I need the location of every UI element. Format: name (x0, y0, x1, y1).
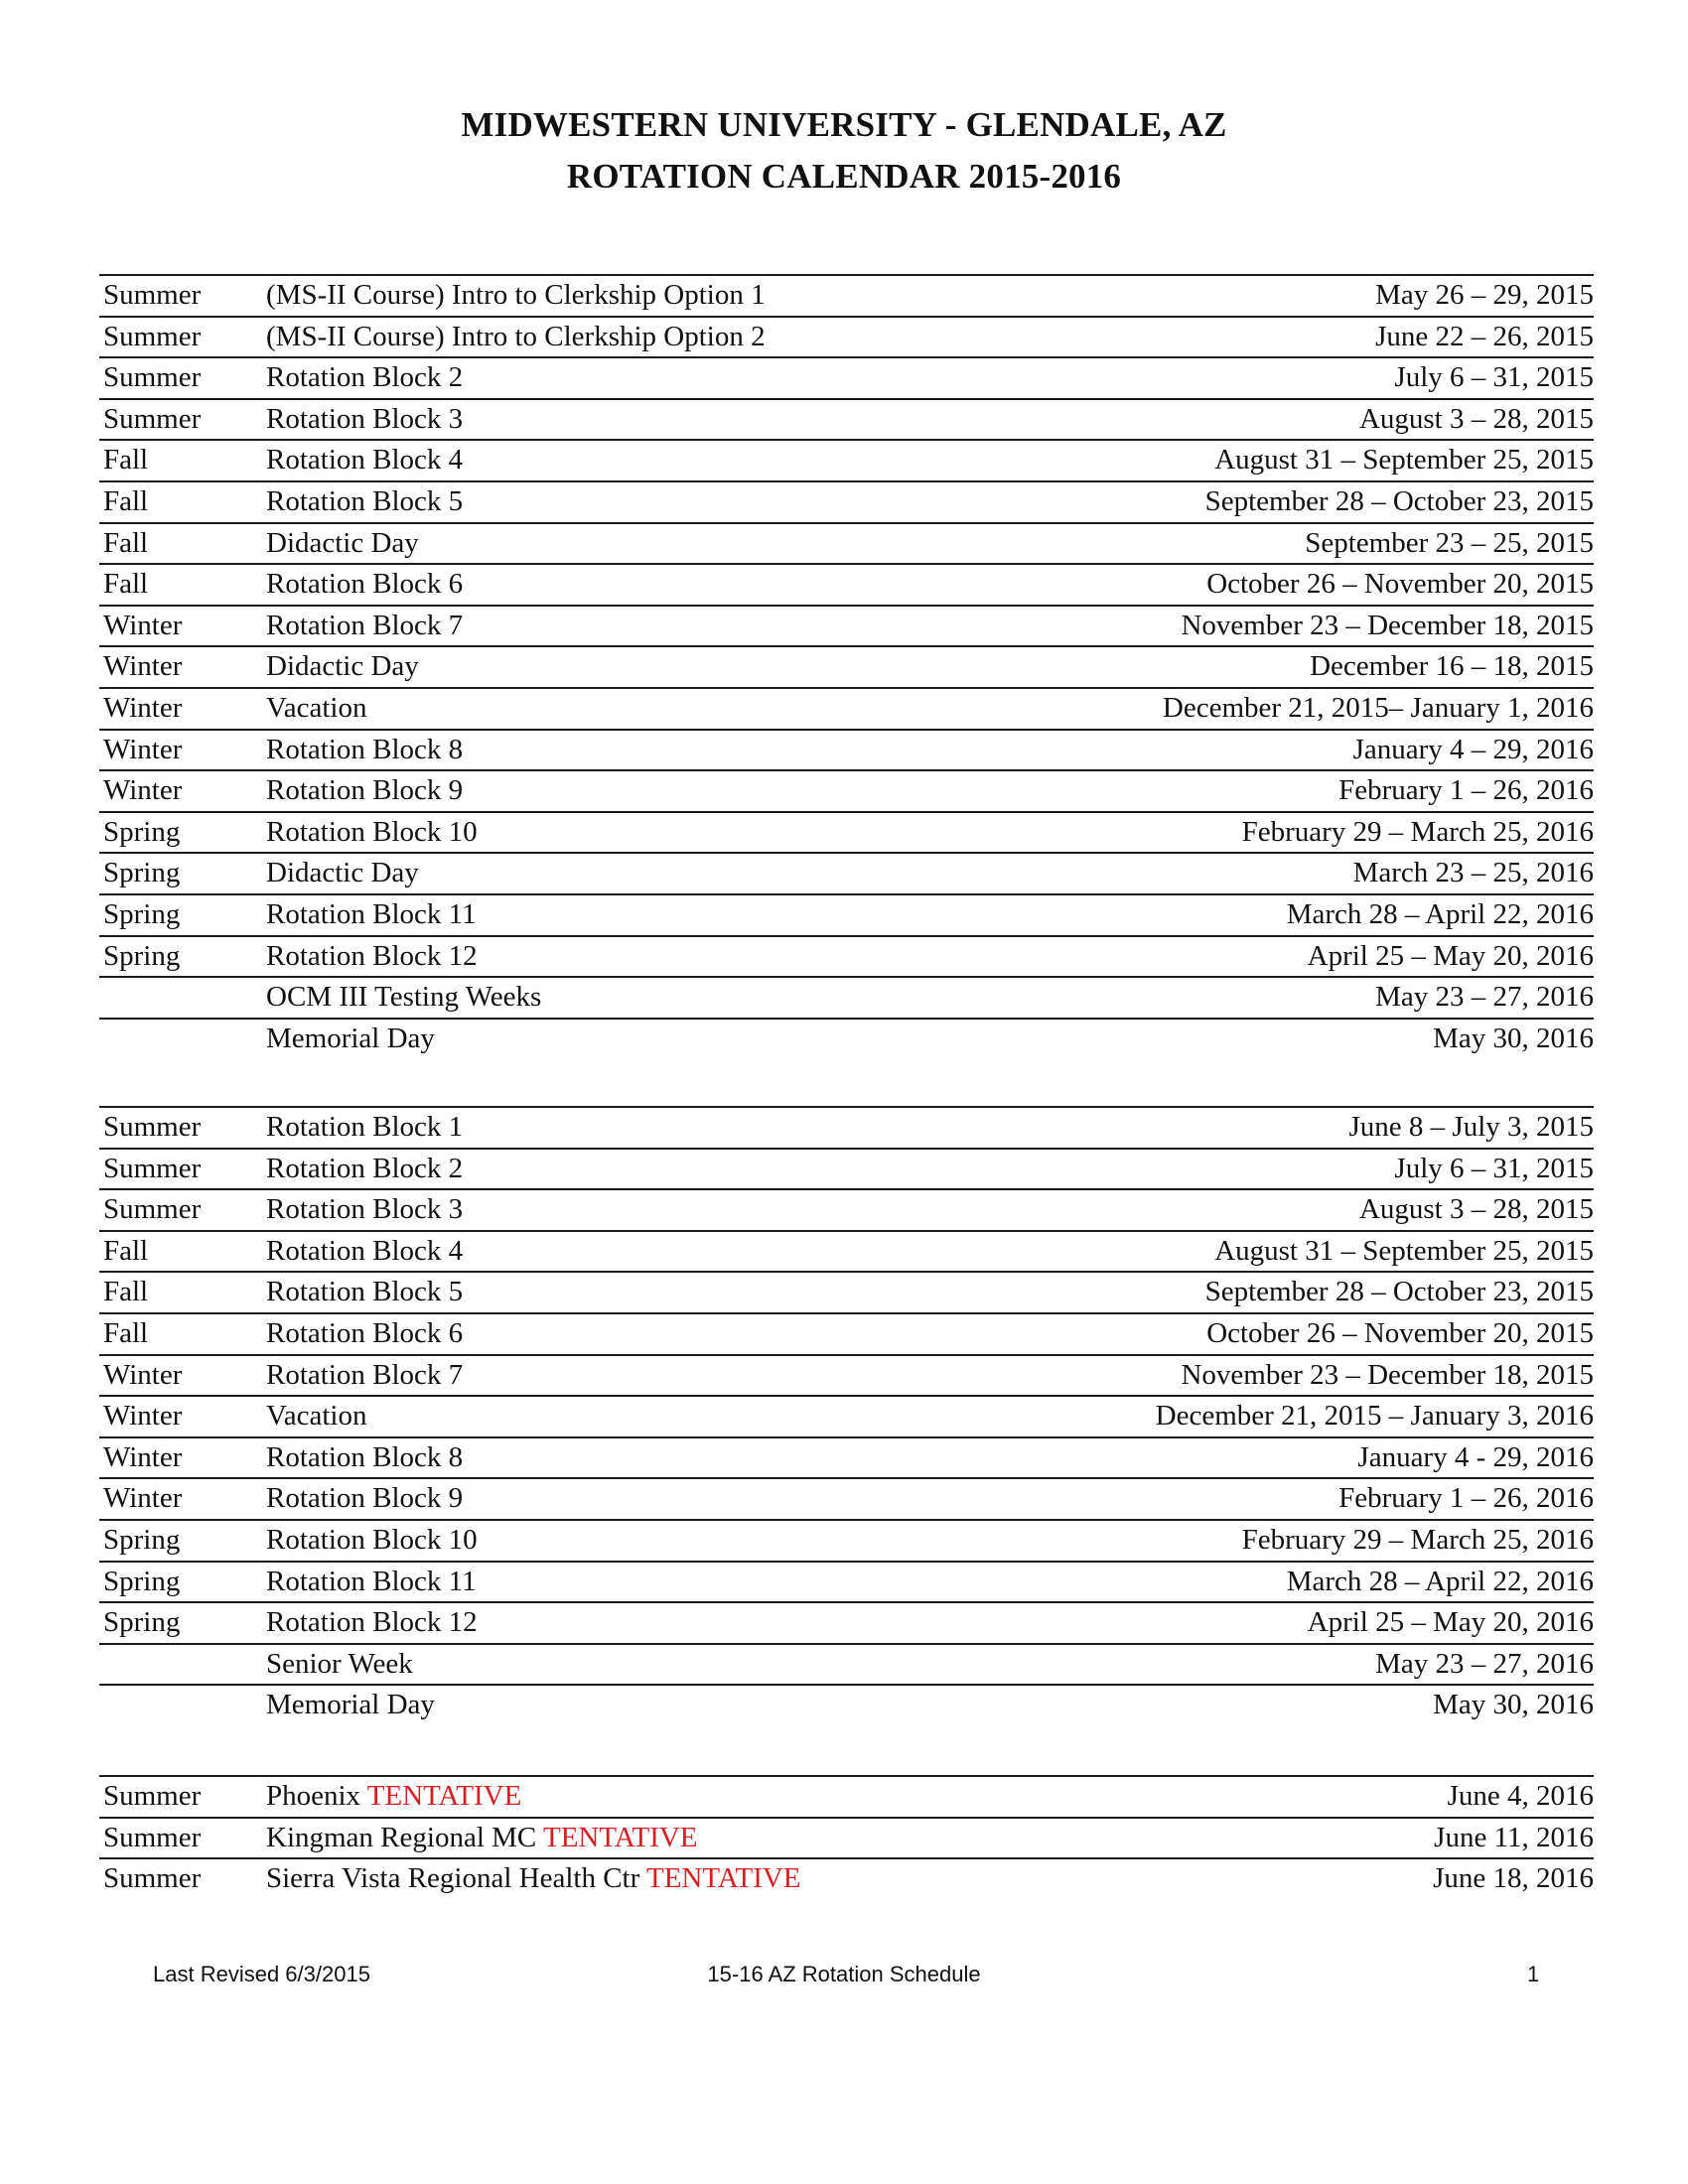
season-cell: Winter (103, 1400, 183, 1433)
season-cell: Spring (103, 1606, 181, 1639)
date-cell: August 3 – 28, 2015 (1358, 1193, 1594, 1226)
table-row (99, 356, 1594, 398)
table-row (99, 1188, 1594, 1230)
season-cell: Fall (103, 444, 149, 477)
event-cell (266, 524, 419, 562)
date-cell: September 23 – 25, 2015 (1305, 526, 1594, 559)
table-row (99, 1271, 1594, 1312)
event-label: Rotation Block 3 (266, 1193, 464, 1226)
season-cell: Summer (103, 1152, 202, 1184)
event-cell (266, 441, 463, 478)
event-cell (266, 565, 463, 603)
event-cell (266, 1150, 463, 1187)
event-cell (266, 400, 463, 438)
tentative-flag: TENTATIVE (366, 1780, 522, 1812)
event-cell (266, 813, 478, 851)
event-label: Rotation Block 6 (266, 568, 464, 601)
tentative-flag: TENTATIVE (645, 1862, 801, 1895)
date-cell: May 23 – 27, 2016 (1375, 1647, 1594, 1680)
event-cell (266, 731, 463, 768)
table-row (99, 439, 1594, 480)
event-label: Rotation Block 11 (266, 1565, 477, 1597)
event-cell (266, 937, 478, 975)
date-cell: March 28 – April 22, 2016 (1286, 1565, 1594, 1597)
season-cell: Fall (103, 526, 149, 559)
table-row (99, 563, 1594, 605)
table-row (99, 1775, 1594, 1817)
date-cell: June 4, 2016 (1447, 1780, 1594, 1812)
date-cell: April 25 – May 20, 2016 (1307, 939, 1594, 972)
event-cell (266, 854, 419, 891)
event-label: Rotation Block 2 (266, 1152, 464, 1184)
event-label: Didactic Day (266, 526, 419, 559)
event-cell (266, 1356, 463, 1394)
table-row (99, 605, 1594, 646)
table-row (99, 1561, 1594, 1602)
season-cell: Spring (103, 815, 181, 848)
table-row (99, 811, 1594, 853)
date-cell: May 30, 2016 (1433, 1022, 1594, 1054)
date-cell: March 28 – April 22, 2016 (1286, 897, 1594, 930)
table-row (99, 976, 1594, 1018)
season-cell: Winter (103, 650, 183, 683)
event-label: (MS-II Course) Intro to Clerkship Option 2 (266, 320, 766, 352)
event-cell (266, 1397, 366, 1434)
rotation-table-2 (99, 1106, 1594, 1725)
table-row (99, 398, 1594, 440)
event-label: Didactic Day (266, 650, 419, 683)
table-row (99, 1817, 1594, 1858)
event-cell (266, 1108, 463, 1146)
page-title-line-2: ROTATION CALENDAR 2015-2016 (566, 157, 1122, 196)
date-cell: November 23 – December 18, 2015 (1181, 1358, 1594, 1391)
rotation-table-tentative (99, 1775, 1594, 1899)
season-cell: Winter (103, 609, 183, 641)
season-cell: Winter (103, 691, 183, 724)
date-cell: May 30, 2016 (1433, 1689, 1594, 1721)
date-cell: April 25 – May 20, 2016 (1307, 1606, 1594, 1639)
date-cell: August 3 – 28, 2015 (1358, 402, 1594, 435)
event-label: Rotation Block 11 (266, 897, 477, 930)
table-row (99, 1395, 1594, 1436)
date-cell: January 4 – 29, 2016 (1352, 733, 1594, 765)
season-cell: Summer (103, 1821, 202, 1853)
event-cell (266, 1438, 463, 1476)
event-label: Vacation (266, 1400, 367, 1433)
date-cell: October 26 – November 20, 2015 (1206, 1316, 1594, 1349)
table-row (99, 274, 1594, 316)
date-cell: December 16 – 18, 2015 (1310, 650, 1594, 683)
table-row (99, 1312, 1594, 1354)
event-label: Rotation Block 12 (266, 939, 478, 972)
footer-document-title: 15-16 AZ Rotation Schedule (707, 1962, 981, 1986)
date-cell: February 1 – 26, 2016 (1338, 1482, 1594, 1515)
table-row (99, 893, 1594, 935)
event-label: Phoenix (266, 1780, 361, 1812)
table-row (99, 1601, 1594, 1643)
season-cell: Winter (103, 1482, 183, 1515)
date-cell: December 21, 2015– January 1, 2016 (1162, 691, 1594, 724)
table-row (99, 316, 1594, 357)
season-cell: Summer (103, 1193, 202, 1226)
event-cell (266, 318, 766, 355)
event-cell (266, 1777, 521, 1815)
table-row (99, 1230, 1594, 1272)
event-label: Rotation Block 10 (266, 815, 478, 848)
event-cell (266, 1020, 435, 1057)
date-cell: June 11, 2016 (1434, 1821, 1594, 1853)
date-cell: August 31 – September 25, 2015 (1214, 1234, 1594, 1267)
table-row (99, 1684, 1594, 1725)
event-cell (266, 1232, 463, 1270)
season-cell: Fall (103, 1234, 149, 1267)
event-label: Rotation Block 9 (266, 1482, 464, 1515)
table-row (99, 1354, 1594, 1396)
event-cell (266, 1314, 463, 1352)
season-cell: Winter (103, 733, 183, 765)
table-row (99, 480, 1594, 522)
event-label: Rotation Block 12 (266, 1606, 478, 1639)
table-row (99, 1148, 1594, 1189)
event-cell (266, 1859, 801, 1897)
event-label: OCM III Testing Weeks (266, 981, 542, 1014)
date-cell: September 28 – October 23, 2015 (1204, 1276, 1594, 1308)
table-row (99, 769, 1594, 811)
date-cell: December 21, 2015 – January 3, 2016 (1155, 1400, 1594, 1433)
date-cell: July 6 – 31, 2015 (1394, 1152, 1594, 1184)
table-row (99, 1477, 1594, 1519)
season-cell: Winter (103, 1440, 183, 1473)
season-cell: Summer (103, 279, 202, 311)
season-cell: Spring (103, 897, 181, 930)
event-label: Kingman Regional MC (266, 1821, 537, 1853)
date-cell: June 22 – 26, 2015 (1375, 320, 1594, 352)
table-row (99, 935, 1594, 977)
event-cell (266, 358, 463, 396)
footer-page-number: 1 (1527, 1962, 1540, 1986)
event-label: Rotation Block 8 (266, 733, 464, 765)
event-cell (266, 1190, 463, 1228)
date-cell: February 29 – March 25, 2016 (1241, 815, 1594, 848)
season-cell: Summer (103, 320, 202, 352)
page-title-line-1: MIDWESTERN UNIVERSITY - GLENDALE, AZ (461, 105, 1227, 144)
event-label: Rotation Block 4 (266, 444, 464, 477)
season-cell: Summer (103, 1780, 202, 1812)
event-cell (266, 1603, 478, 1641)
date-cell: September 28 – October 23, 2015 (1204, 484, 1594, 517)
table-row (99, 852, 1594, 893)
date-cell: July 6 – 31, 2015 (1394, 361, 1594, 394)
date-cell: May 26 – 29, 2015 (1375, 279, 1594, 311)
event-cell (266, 978, 541, 1016)
table-row (99, 1436, 1594, 1478)
event-label: Vacation (266, 691, 367, 724)
season-cell: Summer (103, 361, 202, 394)
event-label: Rotation Block 7 (266, 609, 464, 641)
event-label: Memorial Day (266, 1689, 435, 1721)
season-cell: Winter (103, 774, 183, 807)
date-cell: August 31 – September 25, 2015 (1214, 444, 1594, 477)
tentative-flag: TENTATIVE (543, 1821, 698, 1853)
event-cell (266, 771, 463, 809)
season-cell: Spring (103, 939, 181, 972)
season-cell: Summer (103, 1862, 202, 1895)
table-row (99, 1519, 1594, 1561)
event-label: (MS-II Course) Intro to Clerkship Option 1 (266, 279, 766, 311)
table-row (99, 729, 1594, 770)
table-row (99, 1106, 1594, 1148)
event-label: Memorial Day (266, 1022, 435, 1054)
date-cell: May 23 – 27, 2016 (1375, 981, 1594, 1014)
footer-last-revised: Last Revised 6/3/2015 (153, 1962, 370, 1986)
event-label: Rotation Block 10 (266, 1523, 478, 1556)
date-cell: March 23 – 25, 2016 (1352, 857, 1594, 889)
season-cell: Fall (103, 484, 149, 517)
date-cell: June 18, 2016 (1433, 1862, 1594, 1895)
event-label: Rotation Block 8 (266, 1440, 464, 1473)
date-cell: October 26 – November 20, 2015 (1206, 568, 1594, 601)
event-label: Didactic Day (266, 857, 419, 889)
rotation-table-1 (99, 274, 1594, 1058)
event-label: Rotation Block 5 (266, 484, 464, 517)
event-label: Rotation Block 6 (266, 1316, 464, 1349)
date-cell: January 4 - 29, 2016 (1357, 1440, 1594, 1473)
season-cell: Fall (103, 1316, 149, 1349)
table-row (99, 1643, 1594, 1685)
event-cell (266, 647, 419, 685)
date-cell: February 1 – 26, 2016 (1338, 774, 1594, 807)
event-cell (266, 1645, 413, 1683)
event-cell (266, 1563, 477, 1600)
event-label: Rotation Block 7 (266, 1358, 464, 1391)
season-cell: Winter (103, 1358, 183, 1391)
event-cell (266, 1686, 435, 1723)
event-cell (266, 1521, 478, 1559)
event-label: Sierra Vista Regional Health Ctr (266, 1862, 640, 1895)
event-cell (266, 1479, 463, 1517)
season-cell: Spring (103, 1523, 181, 1556)
date-cell: February 29 – March 25, 2016 (1241, 1523, 1594, 1556)
season-cell: Fall (103, 1276, 149, 1308)
event-cell (266, 276, 766, 314)
event-label: Rotation Block 4 (266, 1234, 464, 1267)
table-row (99, 687, 1594, 729)
event-cell (266, 1819, 698, 1856)
season-cell: Spring (103, 857, 181, 889)
season-cell: Summer (103, 402, 202, 435)
event-cell (266, 895, 477, 933)
event-label: Rotation Block 5 (266, 1276, 464, 1308)
date-cell: November 23 – December 18, 2015 (1181, 609, 1594, 641)
table-row (99, 645, 1594, 687)
event-cell (266, 1273, 463, 1310)
date-cell: June 8 – July 3, 2015 (1348, 1111, 1594, 1143)
event-label: Rotation Block 3 (266, 402, 464, 435)
event-label: Rotation Block 9 (266, 774, 464, 807)
season-cell: Summer (103, 1111, 202, 1143)
event-label: Senior Week (266, 1647, 413, 1680)
event-cell (266, 482, 463, 520)
event-label: Rotation Block 2 (266, 361, 464, 394)
season-cell: Spring (103, 1565, 181, 1597)
event-cell (266, 607, 463, 644)
table-row (99, 1857, 1594, 1899)
season-cell: Fall (103, 568, 149, 601)
table-row (99, 522, 1594, 564)
table-row (99, 1018, 1594, 1059)
event-cell (266, 689, 366, 727)
event-label: Rotation Block 1 (266, 1111, 464, 1143)
